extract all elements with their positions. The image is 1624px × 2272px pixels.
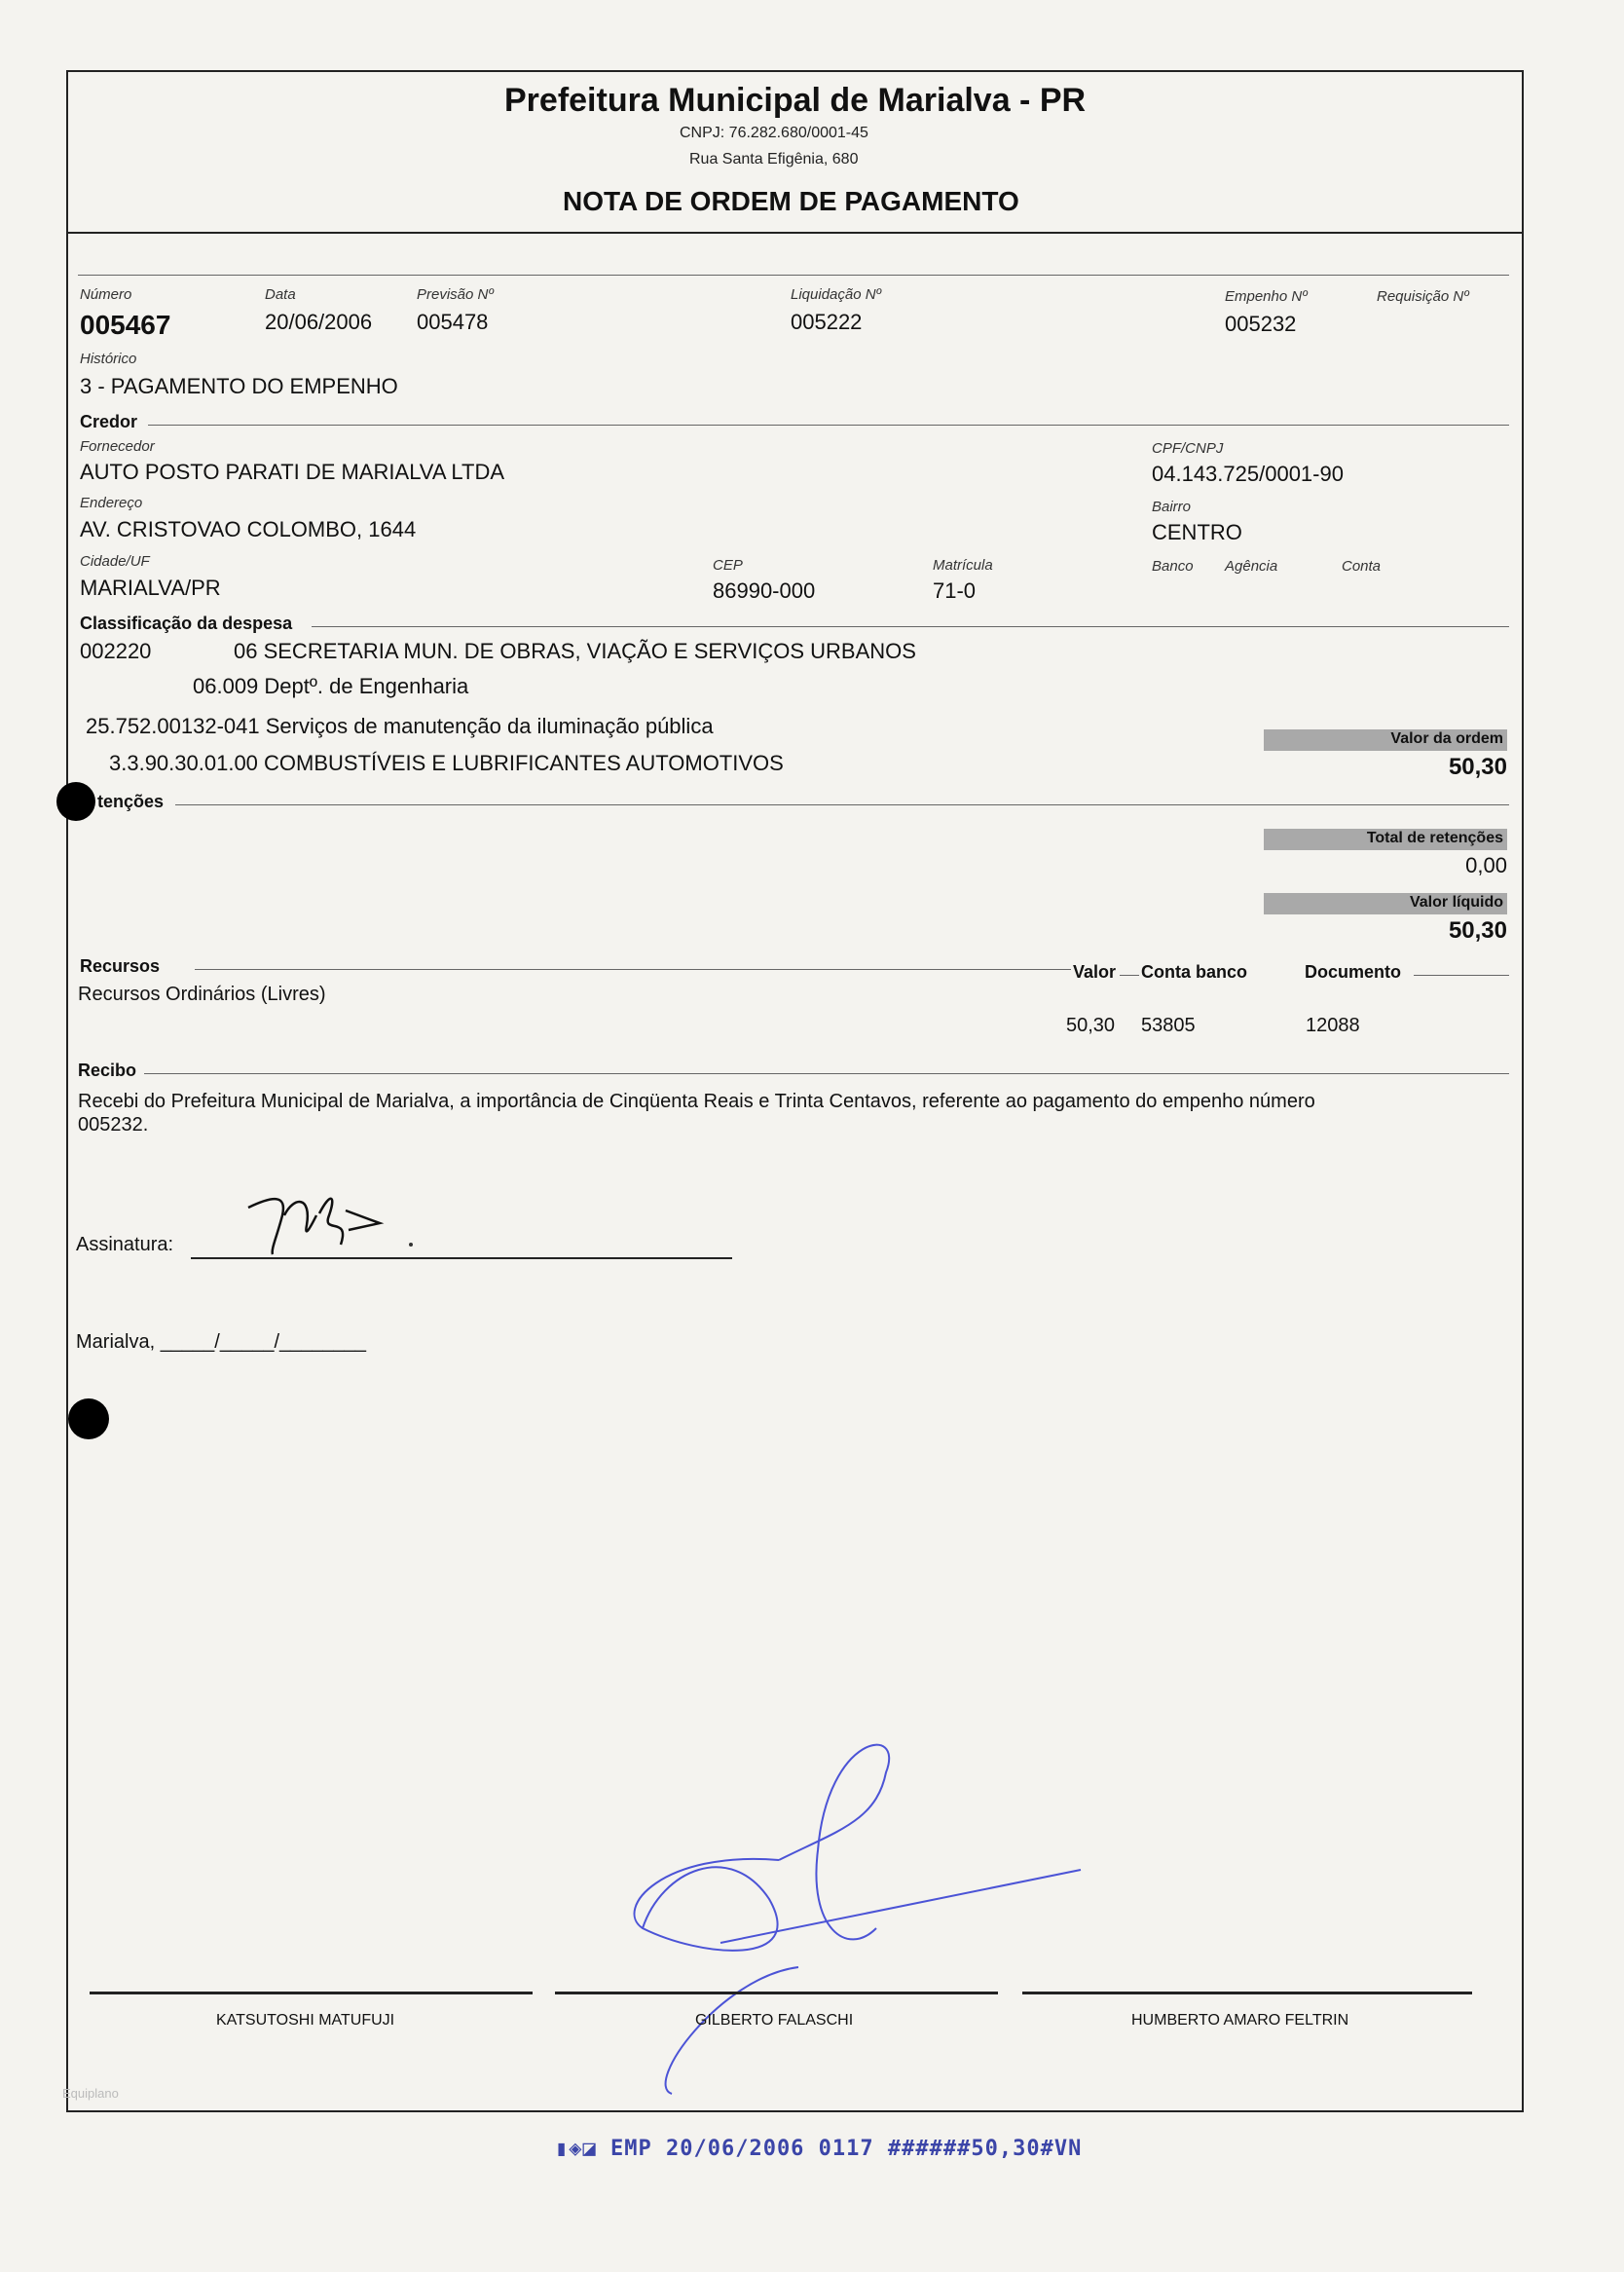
matricula-value: 71-0 xyxy=(933,578,977,603)
requisicao-label: Requisição Nº xyxy=(1377,288,1469,305)
bank-stamp xyxy=(555,2137,1082,2161)
classificacao-line2: 06.009 Deptº. de Engenharia xyxy=(193,674,469,698)
address-text: Rua Santa Efigênia, 680 xyxy=(689,151,859,168)
classificacao-line4: 3.3.90.30.01.00 COMBUSTÍVEIS E LUBRIFICANTES AUTOMOTIVOS xyxy=(109,751,784,775)
classificacao-rule xyxy=(312,626,1509,627)
previsao-label: Previsão Nº xyxy=(417,286,494,303)
valor-liquido-value: 50,30 xyxy=(1448,917,1507,944)
agencia-label: Agência xyxy=(1225,558,1278,575)
signatory-2: GILBERTO FALASCHI xyxy=(695,2012,854,2029)
conta-label: Conta xyxy=(1342,558,1382,575)
recibo-signature xyxy=(243,1186,438,1264)
classificacao-code: 002220 xyxy=(80,639,152,663)
cidade-value: MARIALVA/PR xyxy=(80,576,221,600)
assinatura-label: Assinatura: xyxy=(76,1234,174,1255)
local-data-label: Marialva, _____/_____/________ xyxy=(76,1331,367,1353)
recursos-conta: 53805 xyxy=(1141,1015,1196,1036)
cpf-label: CPF/CNPJ xyxy=(1152,440,1224,457)
recursos-rule xyxy=(195,969,1071,970)
recibo-section: Recibo xyxy=(78,1061,137,1080)
header-divider xyxy=(66,232,1522,234)
cidade-label: Cidade/UF xyxy=(80,553,150,570)
empenho-label: Empenho Nº xyxy=(1225,288,1308,305)
total-retencoes-bar xyxy=(1264,829,1507,850)
page-title: Prefeitura Municipal de Marialva - PR xyxy=(504,82,1087,119)
previsao-value: 005478 xyxy=(417,310,489,334)
banco-label: Banco xyxy=(1152,558,1194,575)
recursos-documento-label: Documento xyxy=(1305,962,1401,982)
bairro-value: CENTRO xyxy=(1152,520,1242,544)
liquidacao-label: Liquidação Nº xyxy=(791,286,882,303)
recibo-text-1: Recebi do Prefeitura Municipal de Marialva, a importância de Cinqüenta Reais e Trinta Centavos, referente ao pagamento do empenho número xyxy=(78,1091,1315,1112)
signature-line-2 xyxy=(555,1992,998,1994)
total-retencoes-value: 0,00 xyxy=(1465,853,1507,877)
total-retencoes-label: Total de retenções xyxy=(1366,830,1503,846)
historico-label: Histórico xyxy=(80,351,137,367)
document-title: NOTA DE ORDEM DE PAGAMENTO xyxy=(563,186,1019,216)
retencoes-rule xyxy=(175,804,1509,805)
signatory-3: HUMBERTO AMARO FELTRIN xyxy=(1131,2012,1349,2029)
valor-liquido-label: Valor líquido xyxy=(1409,894,1503,911)
numero-label: Número xyxy=(80,286,132,303)
cep-label: CEP xyxy=(713,557,743,574)
authorization-signature xyxy=(584,1733,1090,2104)
data-label: Data xyxy=(265,286,296,303)
bairro-label: Bairro xyxy=(1152,499,1192,515)
credor-rule xyxy=(148,425,1509,426)
recursos-desc: Recursos Ordinários (Livres) xyxy=(78,984,326,1005)
credor-section: Credor xyxy=(80,412,138,431)
recursos-conta-label: Conta banco xyxy=(1141,962,1248,982)
retencoes-section: tenções xyxy=(97,792,165,811)
liquidacao-value: 005222 xyxy=(791,310,863,334)
cpf-value: 04.143.725/0001-90 xyxy=(1152,462,1344,486)
stamp-text: EMP 20/06/2006 0117 ######50,30#VN xyxy=(610,2137,1083,2161)
signature-line-3 xyxy=(1022,1992,1472,1994)
valor-ordem-label: Valor da ordem xyxy=(1390,730,1503,747)
signatory-1: KATSUTOSHI MATUFUJI xyxy=(216,2012,395,2029)
numero-value: 005467 xyxy=(80,310,171,340)
valor-ordem-bar xyxy=(1264,729,1507,751)
punch-hole-2 xyxy=(68,1398,109,1439)
recursos-valor-label: Valor xyxy=(1073,962,1117,982)
classificacao-line3: 25.752.00132-041 Serviços de manutenção da iluminação pública xyxy=(86,714,714,738)
recursos-documento: 12088 xyxy=(1306,1015,1360,1036)
classificacao-section: Classificação da despesa xyxy=(80,614,293,633)
fornecedor-label: Fornecedor xyxy=(80,438,155,455)
stamp-icon: ▮◈◪ xyxy=(555,2137,597,2161)
valor-liquido-bar xyxy=(1264,893,1507,914)
recursos-section: Recursos xyxy=(80,956,161,976)
historico-value: 3 - PAGAMENTO DO EMPENHO xyxy=(80,374,398,398)
recibo-rule xyxy=(144,1073,1509,1074)
matricula-label: Matrícula xyxy=(933,557,993,574)
classificacao-line1: 06 SECRETARIA MUN. DE OBRAS, VIAÇÃO E SERVIÇOS URBANOS xyxy=(234,639,916,663)
recursos-valor: 50,30 xyxy=(1066,1015,1116,1036)
punch-hole xyxy=(56,782,95,821)
endereco-value: AV. CRISTOVAO COLOMBO, 1644 xyxy=(80,517,417,541)
ids-rule xyxy=(78,275,1509,276)
data-value: 20/06/2006 xyxy=(265,310,373,334)
empenho-value: 005232 xyxy=(1225,312,1297,336)
cep-value: 86990-000 xyxy=(713,578,816,603)
recursos-doc-rule xyxy=(1414,975,1509,976)
recibo-text-2: 005232. xyxy=(78,1114,149,1136)
software-watermark: Equiplano xyxy=(62,2086,119,2101)
fornecedor-value: AUTO POSTO PARATI DE MARIALVA LTDA xyxy=(80,460,505,484)
valor-ordem-value: 50,30 xyxy=(1448,754,1507,780)
signature-line-1 xyxy=(90,1992,533,1994)
recursos-valor-rule xyxy=(1120,975,1139,976)
cnpj-text: CNPJ: 76.282.680/0001-45 xyxy=(680,125,868,141)
endereco-label: Endereço xyxy=(80,495,143,511)
